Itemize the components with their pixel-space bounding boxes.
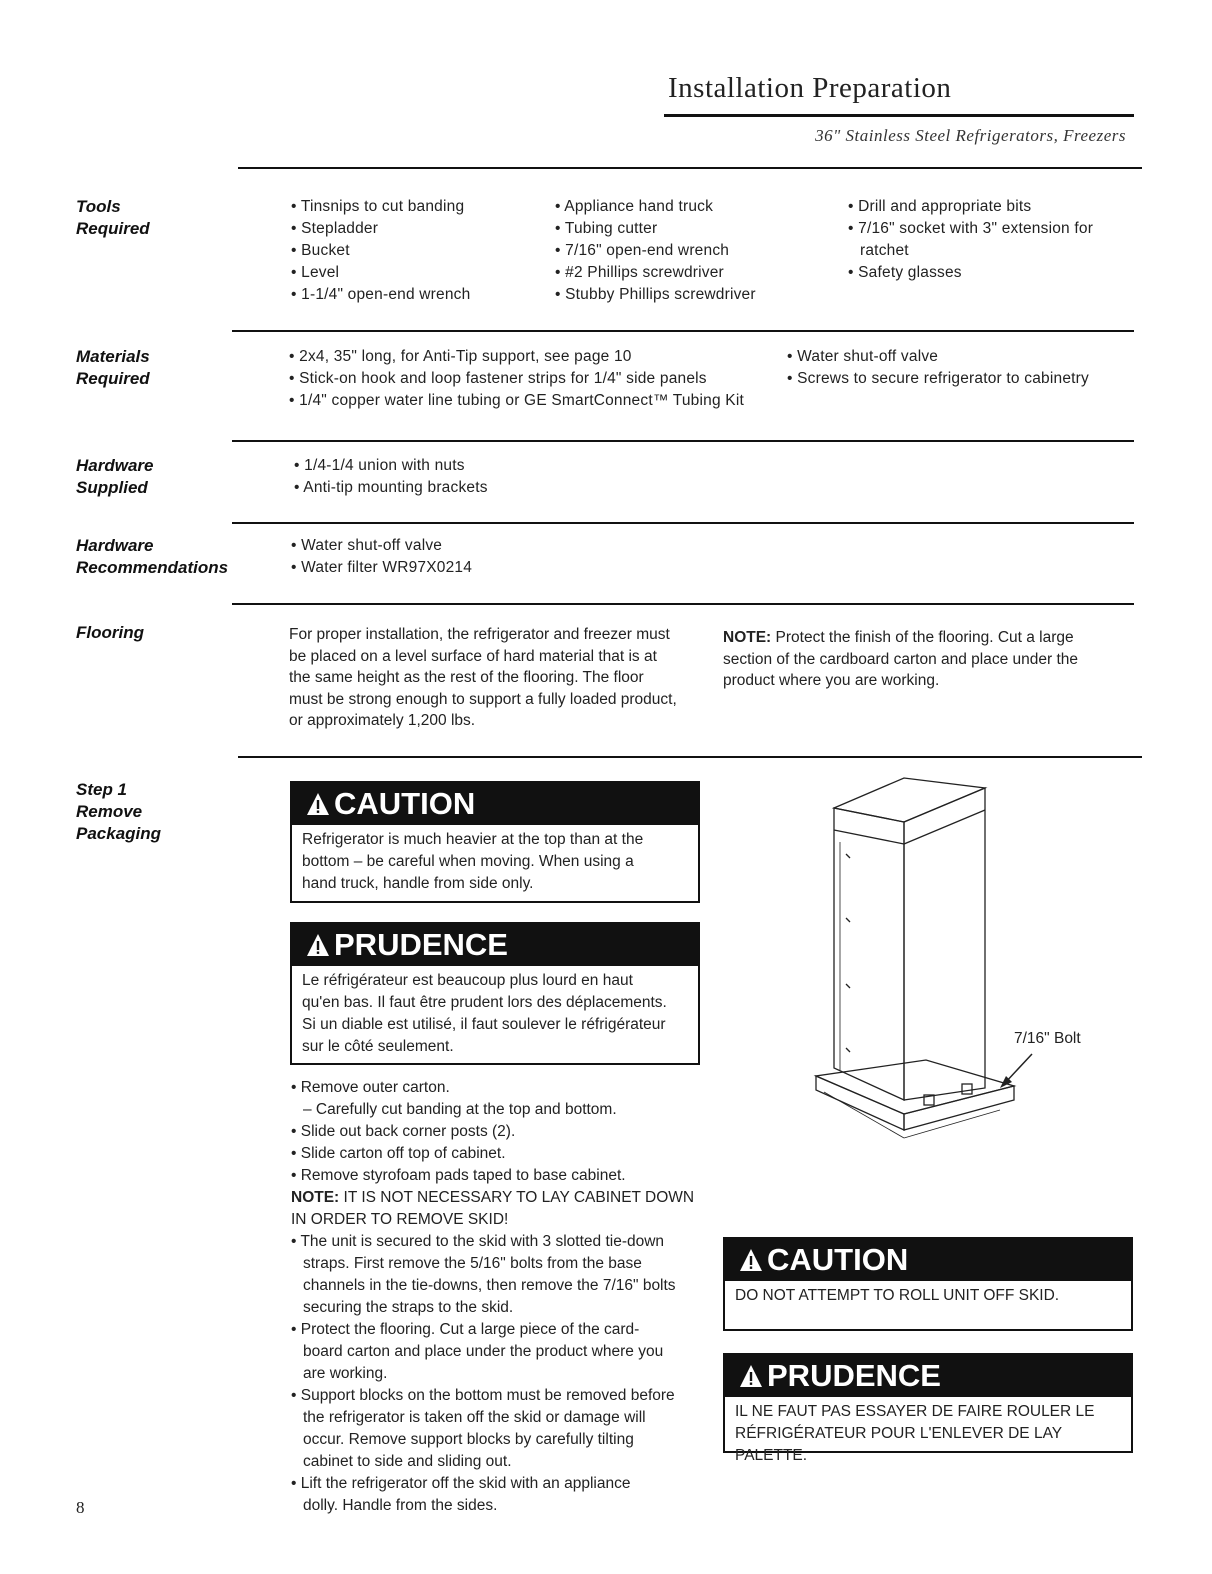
- list-item: • Stubby Phillips screwdriver: [555, 286, 756, 303]
- bolt-callout: 7/16" Bolt: [1014, 1030, 1081, 1047]
- list-item: – Carefully cut banding at the top and bottom.: [303, 1101, 617, 1118]
- note-line: NOTE: IT IS NOT NECESSARY TO LAY CABINET DOWN: [291, 1189, 695, 1206]
- tools-list-1: [291, 196, 470, 306]
- section-divider: [232, 330, 1134, 332]
- list-item: straps. First remove the 5/16" bolts from the base: [303, 1255, 642, 1272]
- page-title: Installation Preparation: [668, 72, 952, 104]
- list-item: • Slide out back corner posts (2).: [291, 1123, 516, 1140]
- list-item: • Water shut-off valve: [787, 348, 939, 365]
- section-divider: [232, 603, 1134, 605]
- tools-label: Tools Required: [76, 197, 150, 238]
- flooring-label: Flooring: [76, 623, 144, 642]
- list-item: • Remove outer carton.: [291, 1079, 450, 1096]
- list-item: • Lift the refrigerator off the skid with an appliance: [291, 1475, 631, 1492]
- list-item: • Water shut-off valve: [291, 537, 443, 554]
- list-item: • 2x4, 35" long, for Anti-Tip support, see page 10: [289, 348, 632, 365]
- list-item: are working.: [303, 1365, 388, 1382]
- materials-list-1: [289, 346, 744, 412]
- tools-list-2: [555, 196, 756, 306]
- list-item: • Screws to secure refrigerator to cabinetry: [787, 370, 1089, 387]
- list-item: occur. Remove support blocks by carefully tilting: [303, 1431, 634, 1448]
- warning-icon: [306, 933, 330, 957]
- list-item: • 7/16" open-end wrench: [555, 242, 730, 259]
- prudence-title: PRUDENCE: [334, 927, 508, 962]
- header-rule: [664, 114, 1134, 117]
- list-item: • 1-1/4" open-end wrench: [291, 286, 471, 303]
- prudence-box: PRUDENCE IL NE FAUT PAS ESSAYER DE FAIRE ROULER LE RÉFRIGÉRATEUR POUR L'ENLEVER DE LAY PALETTE.: [723, 1353, 1133, 1453]
- hardware-supplied-label: Hardware Supplied: [76, 456, 154, 497]
- caution-box: CAUTION DO NOT ATTEMPT TO ROLL UNIT OFF SKID.: [723, 1237, 1133, 1331]
- list-item: • Water filter WR97X0214: [291, 559, 473, 576]
- list-item: • #2 Phillips screwdriver: [555, 264, 724, 281]
- list-item: ratchet: [860, 242, 909, 259]
- list-item: • Remove styrofoam pads taped to base cabinet.: [291, 1167, 626, 1184]
- list-item: dolly. Handle from the sides.: [303, 1497, 498, 1514]
- step1-label: Step 1 Remove Packaging: [76, 780, 162, 843]
- list-item: • Drill and appropriate bits: [848, 198, 1032, 215]
- list-item: • Stepladder: [291, 220, 379, 237]
- warning-icon: [739, 1364, 763, 1388]
- caution-box: CAUTION Refrigerator is much heavier at the top than at the bottom – be careful when moving. When using a hand truck, handle from side only.: [290, 781, 700, 903]
- hardware-supplied-list: [294, 455, 488, 499]
- list-item: • 7/16" socket with 3" extension for: [848, 220, 1094, 237]
- list-item: • 1/4-1/4 union with nuts: [294, 457, 465, 474]
- prudence-title: PRUDENCE: [767, 1358, 941, 1393]
- list-item: • Slide carton off top of cabinet.: [291, 1145, 506, 1162]
- list-item: board carton and place under the product where you: [303, 1343, 664, 1360]
- list-item: • Protect the flooring. Cut a large piece of the card-: [291, 1321, 640, 1338]
- materials-label: Materials Required: [76, 347, 150, 388]
- list-item: • Tinsnips to cut banding: [291, 198, 465, 215]
- prudence-box: PRUDENCE Le réfrigérateur est beaucoup plus lourd en haut qu'en bas. Il faut être prudent lors des déplacements. Si un diable est utilisé, il faut soulever le réfrigérateur sur le côté seulement.: [290, 922, 700, 1065]
- list-item: securing the straps to the skid.: [303, 1299, 514, 1316]
- refrigerator-on-skid-illustration: [800, 770, 1030, 1150]
- warning-icon: [306, 792, 330, 816]
- section-divider: [232, 522, 1134, 524]
- list-item: • Bucket: [291, 242, 350, 259]
- list-item: • Safety glasses: [848, 264, 962, 281]
- list-item: • Support blocks on the bottom must be removed before: [291, 1387, 675, 1404]
- tools-list-3: [848, 196, 1093, 284]
- hardware-recommendations-list: [291, 535, 472, 579]
- page-number: 8: [76, 1498, 85, 1517]
- flooring-note: NOTE: Protect the finish of the flooring. Cut a large section of the cardboard carton and place under the product where you are working.: [723, 629, 1079, 689]
- section-divider: [232, 440, 1134, 442]
- note-label: NOTE:: [723, 629, 772, 646]
- caution-title: CAUTION: [767, 1242, 909, 1277]
- page-subtitle: 36" Stainless Steel Refrigerators, Freezers: [815, 126, 1126, 145]
- list-item: • Level: [291, 264, 340, 281]
- list-item: • Anti-tip mounting brackets: [294, 479, 488, 496]
- list-item: cabinet to side and sliding out.: [303, 1453, 512, 1470]
- arrow-icon: [996, 1052, 1036, 1092]
- list-item: • 1/4" copper water line tubing or GE SmartConnect™ Tubing Kit: [289, 392, 744, 409]
- list-item: • Tubing cutter: [555, 220, 658, 237]
- note-line: IN ORDER TO REMOVE SKID!: [291, 1211, 509, 1228]
- warning-icon: [739, 1248, 763, 1272]
- list-item: • Appliance hand truck: [555, 198, 714, 215]
- materials-list-2: [787, 346, 1089, 390]
- section-divider: [238, 756, 1142, 758]
- list-item: the refrigerator is taken off the skid or damage will: [303, 1409, 646, 1426]
- list-item: • The unit is secured to the skid with 3 slotted tie-down: [291, 1233, 665, 1250]
- caution-title: CAUTION: [334, 786, 476, 821]
- section-divider: [238, 167, 1142, 169]
- list-item: channels in the tie-downs, then remove the 7/16" bolts: [303, 1277, 676, 1294]
- step1-instructions: [291, 1077, 711, 1517]
- list-item: • Stick-on hook and loop fastener strips for 1/4" side panels: [289, 370, 707, 387]
- flooring-text: For proper installation, the refrigerator and freezer must be placed on a level surface of hard material that is at the same height as the rest of the flooring. The floor must be strong enough to support a fully loaded product, or approximately 1,200 lbs.: [289, 626, 677, 729]
- hardware-recommendations-label: Hardware Recommendations: [76, 536, 229, 577]
